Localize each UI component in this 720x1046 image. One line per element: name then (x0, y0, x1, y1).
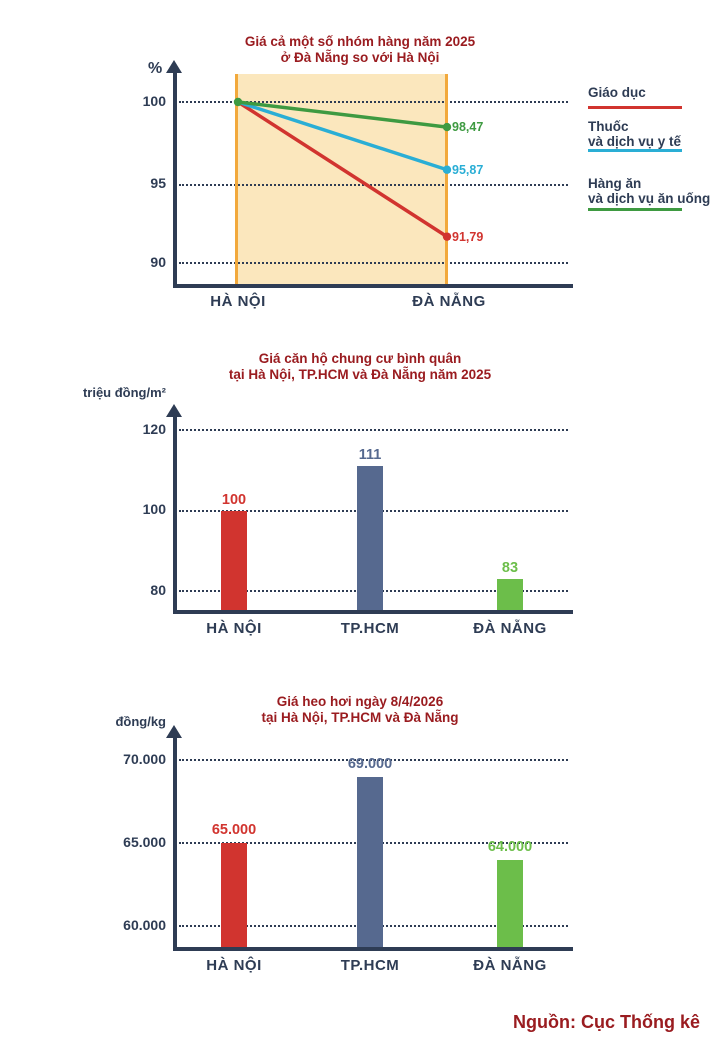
pig-xlabel-tphcm: TP.HCM (340, 957, 400, 974)
legend-swatch-hang-an (588, 208, 682, 211)
legend-swatch-giao-duc (588, 106, 682, 109)
pig-xlabel-hanoi: HÀ NỘI (206, 957, 262, 974)
pig-chart-title-line1: Giá heo hơi ngày 8/4/2026 (276, 694, 444, 709)
x-axis (173, 947, 573, 951)
apartment-bar-value-tphcm: 111 (358, 447, 382, 464)
pig-bar-value-tphcm: 69.000 (347, 755, 393, 772)
bar-tp.hcm (357, 466, 383, 610)
bar-nng (497, 579, 523, 610)
line-chart-title-line2: ở Đà Nẵng so với Hà Nội (280, 50, 440, 65)
apartment-bar-value-danang: 83 (501, 559, 519, 576)
gridline (179, 429, 568, 431)
apartment-xlabel-hanoi: HÀ NỘI (206, 620, 262, 637)
band-edge-line-danang (445, 74, 448, 284)
line-chart-title-line1: Giá cả một số nhóm hàng năm 2025 (244, 34, 476, 49)
line-chart-xlabel-hanoi: HÀ NỘI (210, 293, 266, 310)
y-axis-arrow (166, 725, 182, 738)
pig-ytick-65000: 65.000 (123, 834, 166, 850)
legend-item-hang-an (588, 176, 710, 206)
bar-tp.hcm (357, 777, 383, 947)
apartment-chart-title (10, 351, 710, 383)
apartment-ytick-100: 100 (142, 501, 166, 517)
line-end-value-thuoc: 95,87 (452, 162, 484, 177)
y-axis (173, 73, 177, 288)
bar-nng (497, 860, 523, 947)
line-chart-title (10, 34, 710, 66)
source-credit: Nguồn: Cục Thống kê (513, 1012, 700, 1032)
apartment-xlabel-tphcm: TP.HCM (340, 620, 400, 637)
bar-hni (221, 843, 247, 947)
y-axis (173, 415, 177, 614)
apartment-chart-title-line2: tại Hà Nội, TP.HCM và Đà Nẵng năm 2025 (228, 367, 492, 382)
pig-ytick-70000: 70.000 (123, 751, 166, 767)
legend-item-giao-duc (588, 85, 646, 100)
x-axis (173, 610, 573, 614)
bar-hni (221, 511, 247, 611)
y-axis (173, 736, 177, 951)
band-edge-line-hanoi (235, 74, 238, 284)
legend-label: và dịch vụ ăn uống (588, 191, 711, 206)
pig-xlabel-danang: ĐÀ NẴNG (473, 957, 547, 974)
line-chart-xlabel-danang: ĐÀ NẴNG (412, 293, 486, 310)
pig-ytick-60000: 60.000 (123, 917, 166, 933)
legend-item-thuoc (588, 119, 681, 149)
apartment-ytick-120: 120 (142, 421, 166, 437)
pig-chart-title-line2: tại Hà Nội, TP.HCM và Đà Nẵng (261, 710, 459, 725)
apartment-chart-title-line1: Giá căn hộ chung cư bình quân (258, 351, 462, 366)
highlight-band (238, 74, 446, 284)
apartment-ytick-80: 80 (150, 582, 166, 598)
line-chart-ytick-90: 90 (150, 254, 166, 270)
line-end-value-giao-duc: 91,79 (452, 229, 484, 244)
apartment-chart-unit-label: triệu đồng/m² (82, 385, 166, 400)
line-chart-ytick-100: 100 (142, 93, 166, 109)
pig-bar-value-hanoi: 65.000 (211, 822, 257, 838)
y-axis-arrow (166, 404, 182, 417)
x-axis (173, 284, 573, 288)
apartment-bar-value-hanoi: 100 (221, 491, 247, 508)
legend-swatch-thuoc (588, 149, 682, 152)
line-chart-ytick-95: 95 (150, 175, 166, 191)
line-end-value-hang-an: 98,47 (452, 120, 484, 135)
legend-label: Thuốc (588, 119, 629, 134)
legend-label: và dịch vụ y tế (588, 134, 682, 149)
pig-bar-value-danang: 64.000 (487, 838, 533, 855)
apartment-xlabel-danang: ĐÀ NẴNG (473, 620, 547, 637)
line-chart-unit-label: % (148, 60, 163, 77)
pig-chart-unit-label: đồng/kg (115, 714, 166, 729)
legend-label: Hàng ăn (588, 176, 642, 191)
legend-label: Giáo dục (588, 85, 646, 100)
